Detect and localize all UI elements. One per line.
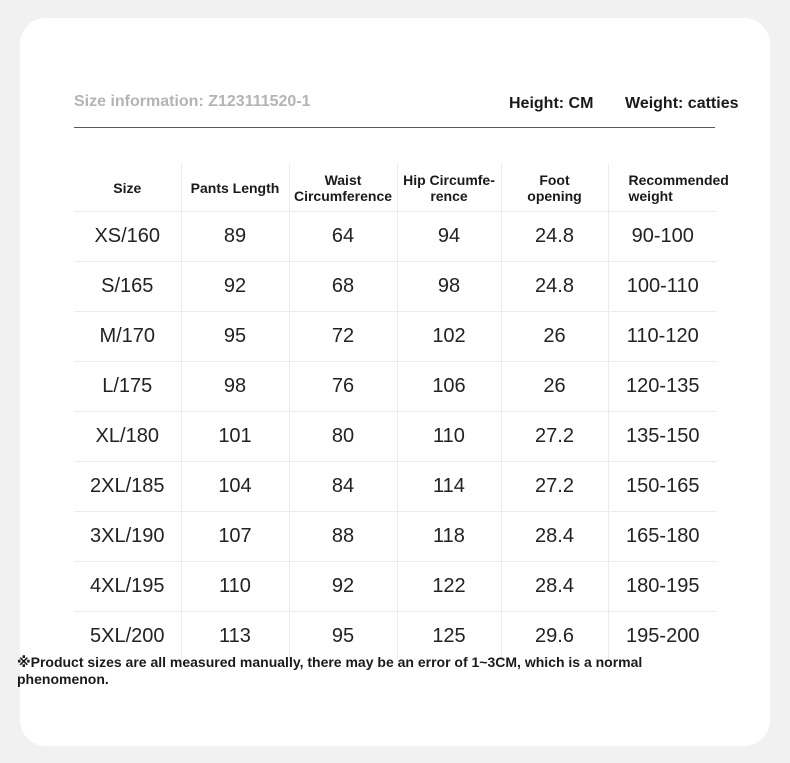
cell-size: S/165 xyxy=(74,262,181,312)
cell-waist: 68 xyxy=(289,262,397,312)
cell-pants-length: 98 xyxy=(181,362,289,412)
measurement-note: ※Product sizes are all measured manually, there may be an error of 1~3CM, which is a normal phenomenon. xyxy=(17,654,643,687)
cell-foot-opening: 27.2 xyxy=(501,462,608,512)
cell-pants-length: 95 xyxy=(181,312,289,362)
header-divider xyxy=(74,127,715,128)
cell-size: 4XL/195 xyxy=(74,562,181,612)
cell-pants-length: 89 xyxy=(181,212,289,262)
cell-recommended-weight: 110-120 xyxy=(608,312,717,362)
cell-hip: 125 xyxy=(397,612,501,662)
cell-waist: 88 xyxy=(289,512,397,562)
cell-foot-opening: 27.2 xyxy=(501,412,608,462)
cell-waist: 92 xyxy=(289,562,397,612)
table-row xyxy=(74,412,717,462)
cell-recommended-weight: 150-165 xyxy=(608,462,717,512)
cell-pants-length: 101 xyxy=(181,412,289,462)
table-row xyxy=(74,462,717,512)
column-header-waist: Waist Circumference xyxy=(289,164,397,212)
cell-recommended-weight: 195-200 xyxy=(626,625,700,647)
cell-size: 2XL/185 xyxy=(74,462,181,512)
cell-foot-opening: 24.8 xyxy=(501,212,608,262)
column-header-size: Size xyxy=(74,164,181,212)
cell-hip: 106 xyxy=(397,362,501,412)
cell-hip: 102 xyxy=(397,312,501,362)
cell-hip: 118 xyxy=(397,512,501,562)
cell-hip: 110 xyxy=(397,412,501,462)
cell-size: 3XL/190 xyxy=(74,512,181,562)
cell-pants-length: 107 xyxy=(181,512,289,562)
size-information-label: Size information: Z123111520-1 xyxy=(74,93,311,110)
column-header-hip: Hip Circumfe- rence xyxy=(397,164,501,212)
cell-pants-length: 113 xyxy=(181,612,289,662)
cell-size: M/170 xyxy=(74,312,181,362)
cell-hip: 122 xyxy=(397,562,501,612)
cell-foot-opening: 26 xyxy=(501,312,608,362)
cell-recommended-weight: 180-195 xyxy=(608,562,717,612)
cell-waist: 72 xyxy=(289,312,397,362)
column-header-recommended-weight: Recommended weight xyxy=(608,164,717,212)
cell-waist: 95 xyxy=(289,612,397,662)
cell-pants-length: 92 xyxy=(181,262,289,312)
height-unit-label: Height: CM xyxy=(509,95,594,112)
cell-recommended-weight: 120-135 xyxy=(608,362,717,412)
table-row xyxy=(74,212,717,262)
cell-size: L/175 xyxy=(74,362,181,412)
cell-hip: 94 xyxy=(397,212,501,262)
cell-pants-length: 110 xyxy=(181,562,289,612)
cell-waist: 84 xyxy=(289,462,397,512)
table-row xyxy=(74,312,717,362)
cell-size: XL/180 xyxy=(74,412,181,462)
cell-pants-length: 104 xyxy=(181,462,289,512)
cell-foot-opening: 26 xyxy=(501,362,608,412)
cell-waist: 80 xyxy=(289,412,397,462)
cell-waist: 64 xyxy=(289,212,397,262)
cell-waist: 76 xyxy=(289,362,397,412)
table-row xyxy=(74,262,717,312)
cell-foot-opening: 28.4 xyxy=(501,562,608,612)
cell-size: XS/160 xyxy=(74,212,181,262)
cell-foot-opening: 24.8 xyxy=(501,262,608,312)
cell-hip: 114 xyxy=(397,462,501,512)
cell-foot-opening: 29.6 xyxy=(501,612,608,662)
column-header-foot-opening: Foot opening xyxy=(501,164,608,212)
size-table xyxy=(74,164,729,661)
cell-foot-opening: 28.4 xyxy=(501,512,608,562)
cell-recommended-weight: 135-150 xyxy=(608,412,717,462)
cell-recommended-weight: 90-100 xyxy=(608,212,717,262)
column-header-pants-length: Pants Length xyxy=(181,164,289,212)
table-row xyxy=(74,362,717,412)
table-row xyxy=(74,562,717,612)
cell-size: 5XL/200 xyxy=(74,612,181,662)
cell-recommended-weight: 100-110 xyxy=(608,262,717,312)
cell-hip: 98 xyxy=(397,262,501,312)
cell-recommended-weight: 165-180 xyxy=(608,512,717,562)
table-row xyxy=(74,512,717,562)
size-table-header xyxy=(74,164,717,212)
weight-unit-label: Weight: catties xyxy=(625,95,739,112)
